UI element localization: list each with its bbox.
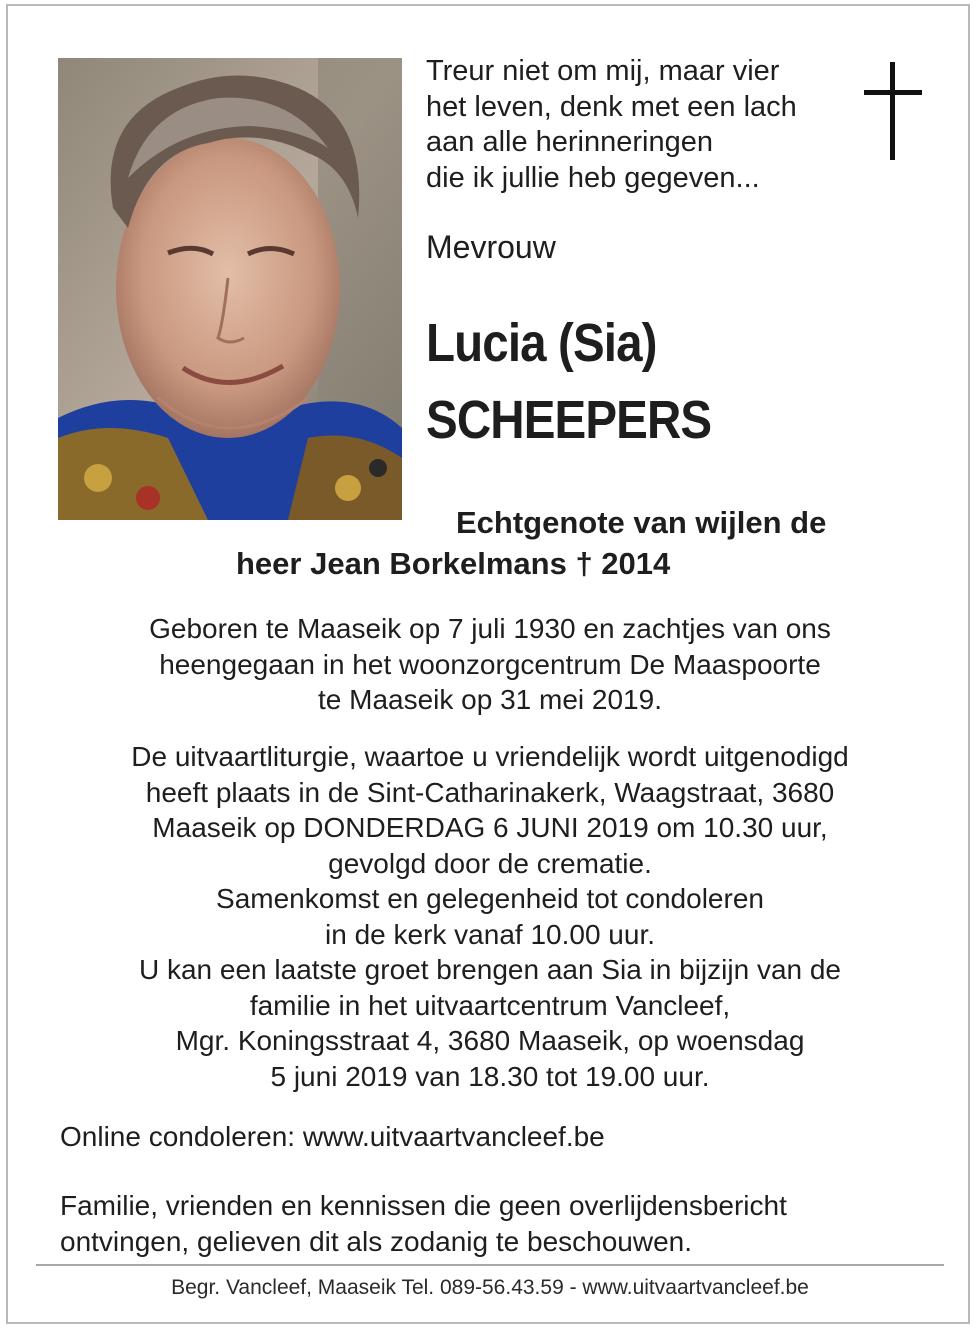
text-line: te Maaseik op 31 mei 2019. — [318, 684, 662, 715]
poem-line: Treur niet om mij, maar vier — [426, 55, 780, 87]
poem-line: het leven, denk met een lach — [426, 90, 797, 123]
first-name: Lucia (Sia) — [426, 313, 657, 373]
text-line: De uitvaartliturgie, waartoe u vriendelijk wordt uitgenodigd — [131, 741, 849, 772]
text-line: heengegaan in het woonzorgcentrum De Maaspoorte — [159, 648, 821, 680]
family-note — [60, 1188, 787, 1259]
text-line: in de kerk vanaf 10.00 uur. — [325, 918, 655, 950]
poem-line: aan alle herinneringen — [426, 126, 713, 158]
text-line: U kan een laatste groet brengen aan Sia in bijzijn van de — [138, 954, 842, 985]
portrait-illustration — [58, 58, 402, 520]
footer-contact: Begr. Vancleef, Maaseik Tel. 089-56.43.59 - www.uitvaartvancleef.be — [171, 1276, 809, 1299]
text-line: Maaseik op DONDERDAG 6 JUNI 2019 om 10.30 uur, — [152, 812, 828, 843]
online-condolence: Online condoleren: www.uitvaartvancleef.be — [60, 1121, 605, 1152]
portrait-photo — [58, 58, 402, 520]
text-line: familie in het uitvaartcentrum Vancleef, — [249, 989, 731, 1021]
text-line: Mgr. Koningsstraat 4, 3680 Maaseik, op woensdag — [175, 1025, 805, 1056]
last-name: SCHEEPERS — [426, 390, 712, 450]
poem — [426, 54, 846, 196]
spouse-line-1: Echtgenote van wijlen de — [456, 505, 827, 540]
text-line: Geboren te Maaseik op 7 juli 1930 en zachtjes van ons — [149, 613, 831, 644]
text-line: ontvingen, gelieven dit als zodanig te beschouwen. — [60, 1225, 692, 1257]
footer-divider — [36, 1264, 944, 1266]
text-line: Samenkomst en gelegenheid tot condoleren — [216, 883, 764, 914]
birth-death-text — [0, 611, 980, 718]
salutation: Mevrouw — [426, 229, 556, 265]
poem-line: die ik jullie heb gegeven... — [426, 161, 760, 194]
cross-icon — [864, 62, 922, 160]
text-line: heeft plaats in de Sint-Catharinakerk, Waagstraat, 3680 — [145, 776, 835, 808]
spouse-line-2: heer Jean Borkelmans † 2014 — [236, 546, 671, 581]
text-line: Familie, vrienden en kennissen die geen overlijdensbericht — [60, 1190, 787, 1221]
text-line: gevolgd door de crematie. — [328, 847, 652, 879]
text-line: 5 juni 2019 van 18.30 tot 19.00 uur. — [270, 1060, 710, 1092]
funeral-service-text — [0, 739, 980, 1094]
